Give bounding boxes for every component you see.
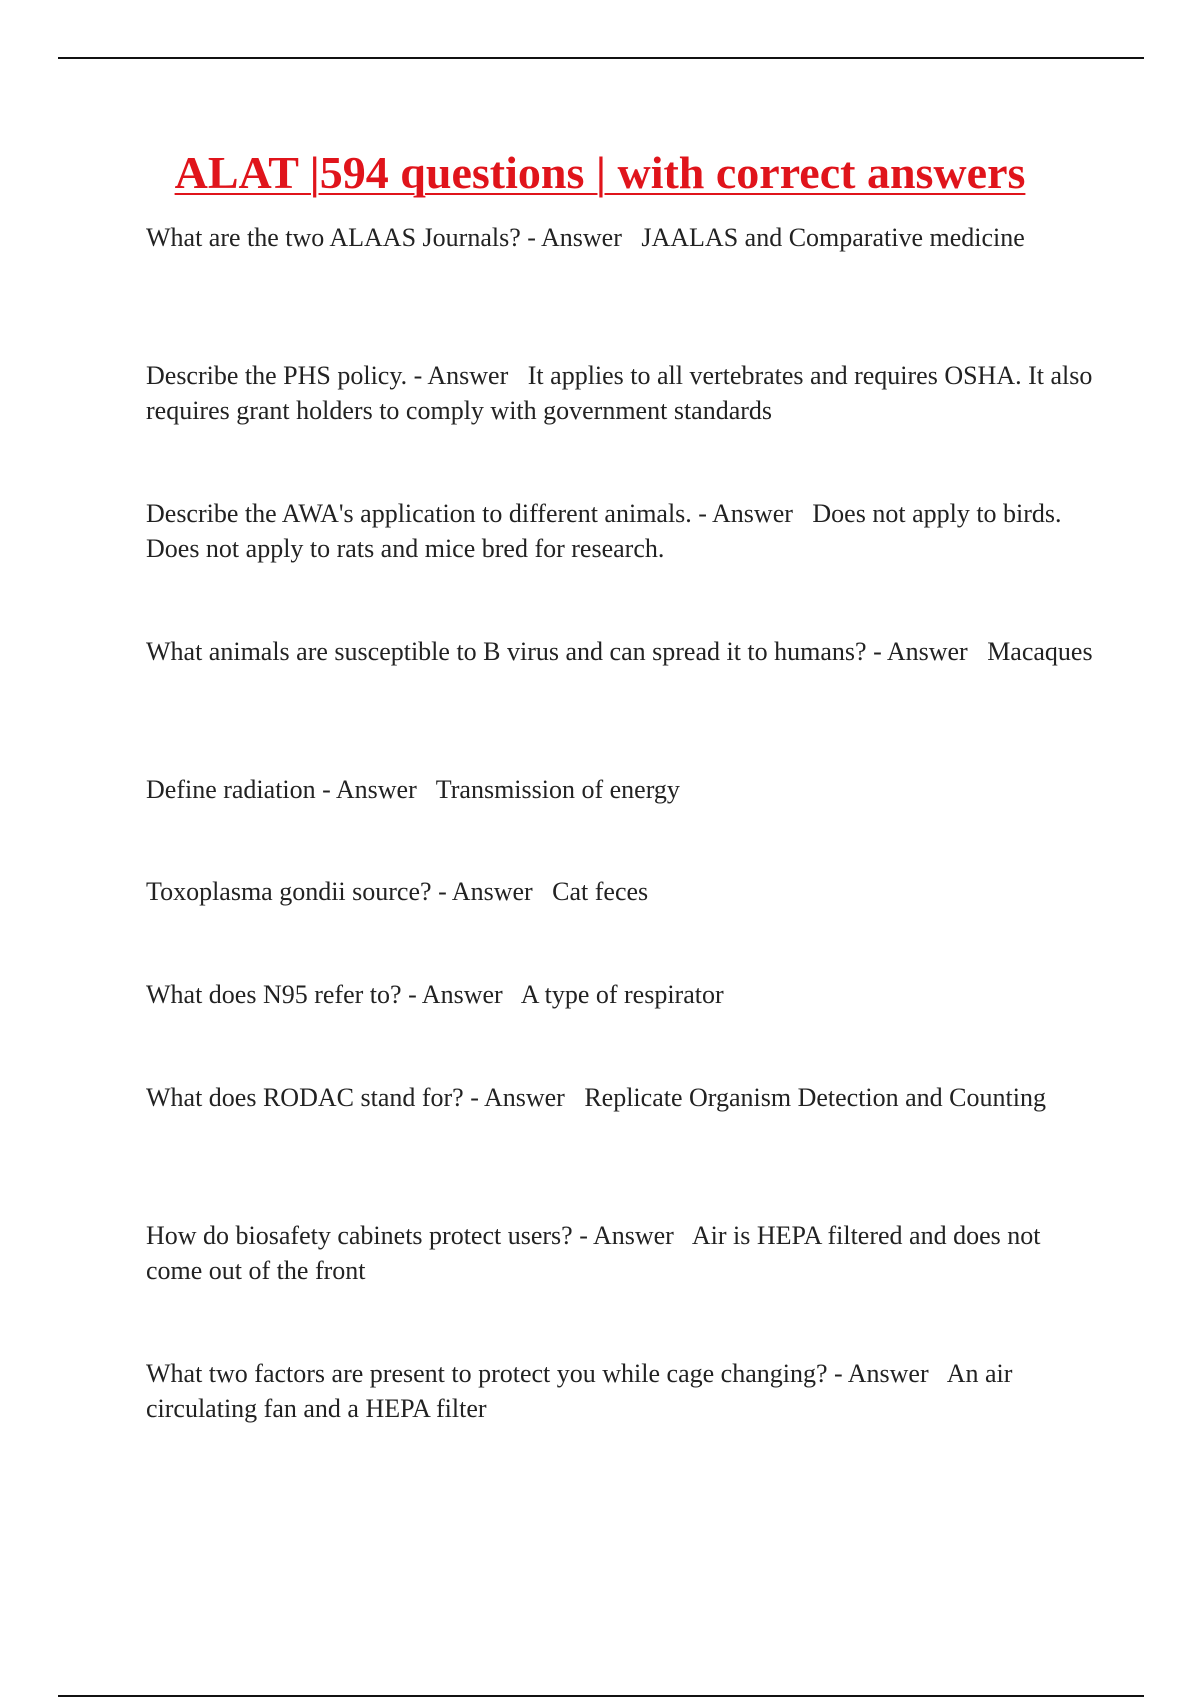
- answer-label: Answer: [847, 1359, 929, 1388]
- qa-item: [146, 1080, 1096, 1115]
- separator: -: [401, 980, 422, 1009]
- answer-label: Answer: [712, 499, 793, 528]
- answer-label: Answer: [886, 637, 968, 666]
- question-text: What does N95 refer to?: [146, 980, 402, 1009]
- answer-text: Replicate Organism Detection and Counting: [584, 1083, 1046, 1112]
- separator: -: [315, 775, 336, 804]
- separator: -: [572, 1221, 593, 1250]
- answer-text: Cat feces: [552, 877, 649, 906]
- top-rule: [58, 57, 1144, 59]
- answer-gap: [533, 877, 553, 906]
- qa-item: [146, 1218, 1096, 1288]
- question-text: What are the two ALAAS Journals?: [146, 223, 521, 252]
- document-title: ALAT |594 questions | with correct answers: [174, 147, 1026, 198]
- answer-label: Answer: [451, 877, 533, 906]
- separator: -: [866, 637, 887, 666]
- answer-gap: [929, 1359, 947, 1388]
- question-text: What does RODAC stand for?: [146, 1083, 464, 1112]
- question-text: What two factors are present to protect you while cage changing?: [146, 1359, 828, 1388]
- answer-label: Answer: [427, 361, 509, 390]
- question-text: How do biosafety cabinets protect users?: [146, 1221, 573, 1250]
- answer-label: Answer: [421, 980, 503, 1009]
- answer-text: It applies to all vertebrates and requires OSHA. It also requires grant holders to comply with government standards: [146, 361, 1093, 425]
- answer-label: Answer: [483, 1083, 565, 1112]
- qa-item: [146, 634, 1096, 669]
- qa-item: [146, 1356, 1096, 1426]
- answer-gap: [674, 1221, 692, 1250]
- answer-label: Answer: [335, 775, 417, 804]
- answer-gap: [793, 499, 813, 528]
- separator: -: [463, 1083, 484, 1112]
- separator: -: [520, 223, 541, 252]
- answer-gap: [968, 637, 988, 666]
- separator: -: [827, 1359, 848, 1388]
- answer-text: JAALAS and Comparative medicine: [641, 223, 1025, 252]
- answer-label: Answer: [540, 223, 622, 252]
- qa-item: [146, 220, 1096, 255]
- qa-item: [146, 496, 1096, 566]
- answer-gap: [417, 775, 436, 804]
- answer-gap: [622, 223, 642, 252]
- qa-item: [146, 874, 1096, 909]
- separator: -: [407, 361, 428, 390]
- answer-text: A type of respirator: [520, 980, 724, 1009]
- answer-gap: [503, 980, 521, 1009]
- question-text: Define radiation: [146, 775, 316, 804]
- answer-gap: [565, 1083, 585, 1112]
- answer-text: Does not apply to birds. Does not apply to rats and mice bred for research.: [146, 499, 1062, 563]
- answer-text: An air circulating fan and a HEPA filter: [146, 1359, 1013, 1423]
- separator: -: [431, 877, 452, 906]
- question-text: Describe the AWA's application to different animals.: [146, 499, 692, 528]
- question-text: Describe the PHS policy.: [146, 361, 408, 390]
- answer-gap: [508, 361, 528, 390]
- separator: -: [691, 499, 713, 528]
- qa-item: [146, 772, 1096, 807]
- qa-item: [146, 977, 1096, 1012]
- answer-text: Macaques: [987, 637, 1093, 666]
- answer-text: Air is HEPA filtered and does not come out of the front: [146, 1221, 1041, 1285]
- bottom-rule: [58, 1695, 1144, 1697]
- answer-text: Transmission of energy: [435, 775, 680, 804]
- answer-label: Answer: [592, 1221, 674, 1250]
- qa-item: [146, 358, 1096, 428]
- question-text: What animals are susceptible to B virus and can spread it to humans?: [146, 637, 867, 666]
- question-text: Toxoplasma gondii source?: [146, 877, 432, 906]
